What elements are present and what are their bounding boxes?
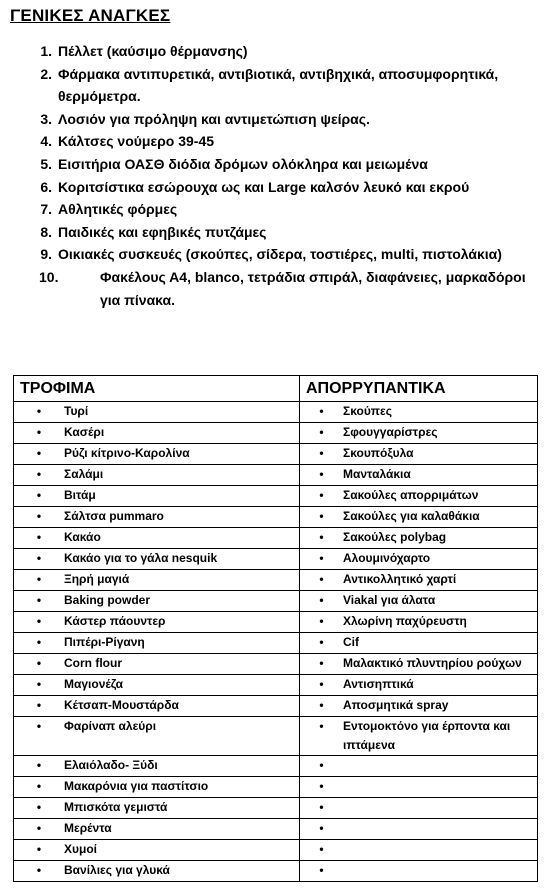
food-cell xyxy=(14,444,300,465)
detergent-item: Σακούλες polybag xyxy=(343,530,447,544)
bullet-icon: • xyxy=(36,758,42,772)
list-item xyxy=(30,198,540,221)
detergent-cell xyxy=(300,840,538,861)
food-item: Κάστερ πάουντερ xyxy=(64,614,166,628)
food-cell xyxy=(14,549,300,570)
list-item-number: 8. xyxy=(40,223,52,240)
food-cell xyxy=(14,819,300,840)
food-item: Χυμοί xyxy=(64,842,97,856)
list-item xyxy=(30,40,540,63)
detergent-cell xyxy=(300,570,538,591)
bullet-icon: • xyxy=(319,488,324,502)
table-row xyxy=(14,612,538,633)
food-cell xyxy=(14,861,300,882)
table-row xyxy=(14,756,538,777)
bullet-icon: • xyxy=(319,425,324,439)
bullet-icon: • xyxy=(319,821,324,835)
food-item: Ρύζι κίτρινο-Καρολίνα xyxy=(64,446,190,460)
food-cell xyxy=(14,777,300,798)
detergent-cell xyxy=(300,423,538,444)
list-item-text: Φακέλους Α4, blanco, τετράδια σπιράλ, διαφάνειες, μαρκαδόροι για πίνακα. xyxy=(100,268,526,308)
list-item-text: Φάρμακα αντιπυρετικά, αντιβιοτικά, αντιβηχικά, αποσυμφορητικά, θερμόμετρα. xyxy=(58,65,499,105)
bullet-icon: • xyxy=(36,488,42,502)
detergent-item: Μαλακτικό πλυντηρίου ρούχων xyxy=(343,656,522,670)
detergent-item: Αντισηπτικά xyxy=(343,677,414,691)
bullet-icon: • xyxy=(36,446,42,460)
table-row xyxy=(14,861,538,882)
table-row xyxy=(14,696,538,717)
bullet-icon: • xyxy=(319,698,324,712)
food-item: Μερέντα xyxy=(64,821,112,835)
bullet-icon: • xyxy=(36,614,42,628)
food-item: Κέτσαπ-Μουστάρδα xyxy=(64,698,179,712)
detergent-cell xyxy=(300,861,538,882)
detergent-item: Σκούπες xyxy=(343,404,392,418)
detergent-cell xyxy=(300,402,538,423)
table-row xyxy=(14,528,538,549)
detergent-item: Σφουγγαρίστρες xyxy=(343,425,438,439)
bullet-icon: • xyxy=(36,530,42,544)
table-header-row xyxy=(14,376,538,402)
food-item: Βανίλιες για γλυκά xyxy=(64,863,170,877)
list-item-text: Πέλλετ (καύσιμο θέρμανσης) xyxy=(58,43,248,59)
list-item-number: 6. xyxy=(40,178,52,195)
detergent-item xyxy=(343,777,537,796)
table-row xyxy=(14,465,538,486)
detergent-item xyxy=(343,840,537,859)
detergent-item: Αλουμινόχαρτο xyxy=(343,551,431,565)
food-cell xyxy=(14,528,300,549)
list-item-text: Οικιακές συσκευές (σκούπες, σίδερα, τοστιέρες, multi, πιστολάκια) xyxy=(58,246,502,263)
list-item-number: 5. xyxy=(40,155,52,172)
food-item: Φαρίναπ αλεύρι xyxy=(64,719,157,733)
detergent-cell xyxy=(300,528,538,549)
list-item-text: Κοριτσίστικα εσώρουχα ως και Large καλσόν λευκό και εκρού xyxy=(58,178,470,195)
list-item-number: 1. xyxy=(40,43,52,59)
detergent-cell xyxy=(300,633,538,654)
detergent-cell xyxy=(300,717,538,756)
bullet-icon: • xyxy=(36,698,42,712)
food-item: Μπισκότα γεμιστά xyxy=(64,800,168,814)
food-cell xyxy=(14,570,300,591)
bullet-icon: • xyxy=(319,842,324,856)
detergent-cell xyxy=(300,507,538,528)
bullet-icon: • xyxy=(36,551,42,565)
list-item-text: Εισιτήρια ΟΑΣΘ διόδια δρόμων ολόκληρα και μειωμένα xyxy=(58,155,428,172)
bullet-icon: • xyxy=(36,779,42,793)
detergent-item: Χλωρίνη παχύρευστη xyxy=(343,614,467,628)
detergent-cell xyxy=(300,486,538,507)
table-row xyxy=(14,717,538,756)
detergent-cell xyxy=(300,465,538,486)
food-item: Σαλάμι xyxy=(64,467,104,481)
food-cell xyxy=(14,507,300,528)
food-item: Κακάο για το γάλα nesquik xyxy=(64,551,218,565)
detergent-cell xyxy=(300,612,538,633)
list-item xyxy=(30,108,540,131)
detergent-item: Viakal για άλατα xyxy=(343,593,436,607)
table-row xyxy=(14,798,538,819)
header-food: ΤΡΟΦΙΜΑ xyxy=(14,376,300,402)
bullet-icon: • xyxy=(319,509,324,523)
table-row xyxy=(14,423,538,444)
bullet-icon: • xyxy=(36,572,42,586)
bullet-icon: • xyxy=(319,467,324,481)
food-cell xyxy=(14,696,300,717)
table-body xyxy=(14,402,538,882)
bullet-icon: • xyxy=(36,677,42,691)
list-item-number: 3. xyxy=(40,110,52,127)
food-cell xyxy=(14,612,300,633)
list-item xyxy=(30,221,540,244)
detergent-cell xyxy=(300,696,538,717)
bullet-icon: • xyxy=(36,821,42,835)
table-row xyxy=(14,654,538,675)
table-row xyxy=(14,549,538,570)
list-item-text: Παιδικές και εφηβικές πυτζάμες xyxy=(58,223,267,240)
needs-list xyxy=(30,40,540,311)
detergent-cell xyxy=(300,654,538,675)
detergent-item: Σκουπόξυλα xyxy=(343,446,414,460)
food-cell xyxy=(14,465,300,486)
food-cell xyxy=(14,402,300,423)
bullet-icon: • xyxy=(36,719,42,733)
food-cell xyxy=(14,756,300,777)
food-cell xyxy=(14,591,300,612)
list-item-number: 9. xyxy=(40,246,52,263)
table-row xyxy=(14,840,538,861)
food-cell xyxy=(14,717,300,756)
bullet-icon: • xyxy=(36,863,42,877)
food-item: Βιτάμ xyxy=(64,488,96,502)
bullet-icon: • xyxy=(319,800,324,814)
food-item: Σάλτσα pummaro xyxy=(64,509,164,523)
list-item-number: 4. xyxy=(40,133,52,150)
bullet-icon: • xyxy=(319,758,324,772)
bullet-icon: • xyxy=(319,551,324,565)
bullet-icon: • xyxy=(319,530,324,544)
food-item: Corn flour xyxy=(64,656,122,670)
detergent-item xyxy=(343,756,537,775)
detergent-cell xyxy=(300,819,538,840)
list-item-number: 10. xyxy=(39,268,59,285)
food-cell xyxy=(14,654,300,675)
list-item-number: 7. xyxy=(40,201,52,218)
bullet-icon: • xyxy=(36,593,42,607)
table-row xyxy=(14,486,538,507)
detergent-item: Εντομοκτόνο για έρποντα και ιπτάμενα xyxy=(343,719,511,752)
table-row xyxy=(14,675,538,696)
list-item-text: Λοσιόν για πρόληψη και αντιμετώπιση ψείρας. xyxy=(58,110,370,127)
bullet-icon: • xyxy=(319,656,324,670)
list-item-text: Αθλητικές φόρμες xyxy=(58,201,178,218)
food-item: Ξηρή μαγιά xyxy=(64,572,130,586)
food-item: Κασέρι xyxy=(64,425,105,439)
bullet-icon: • xyxy=(36,842,42,856)
detergent-cell xyxy=(300,591,538,612)
table-row xyxy=(14,570,538,591)
bullet-icon: • xyxy=(319,719,324,733)
list-item-text: Κάλτσες νούμερο 39-45 xyxy=(58,133,215,150)
table-row xyxy=(14,444,538,465)
food-item: Κακάο xyxy=(64,530,101,544)
food-cell xyxy=(14,423,300,444)
detergent-item xyxy=(343,798,537,817)
detergent-cell xyxy=(300,798,538,819)
document-heading: ΓΕΝΙΚΕΣ ΑΝΑΓΚΕΣ xyxy=(10,6,171,25)
bullet-icon: • xyxy=(319,593,324,607)
table-row xyxy=(14,633,538,654)
detergent-item: Αποσμητικά spray xyxy=(343,698,449,712)
bullet-icon: • xyxy=(319,404,324,418)
detergent-cell xyxy=(300,549,538,570)
food-cell xyxy=(14,840,300,861)
detergent-item xyxy=(343,819,537,838)
detergent-item xyxy=(343,861,537,880)
bullet-icon: • xyxy=(319,635,324,649)
detergent-item: Σακούλες για καλαθάκια xyxy=(343,509,480,523)
table-row xyxy=(14,591,538,612)
detergent-cell xyxy=(300,444,538,465)
detergent-cell xyxy=(300,756,538,777)
food-item: Baking powder xyxy=(64,593,151,607)
detergent-item: Σακούλες απορριμάτων xyxy=(343,488,479,502)
list-item xyxy=(30,243,540,266)
list-item xyxy=(30,153,540,176)
list-item xyxy=(30,130,540,153)
bullet-icon: • xyxy=(319,863,324,877)
table-row xyxy=(14,819,538,840)
header-detergents: ΑΠΟΡΡΥΠΑΝΤΙΚΑ xyxy=(300,376,538,402)
detergent-item: Μανταλάκια xyxy=(343,467,411,481)
bullet-icon: • xyxy=(36,425,42,439)
bullet-icon: • xyxy=(36,800,42,814)
list-item xyxy=(30,63,540,108)
bullet-icon: • xyxy=(319,614,324,628)
detergent-item: Αντικολλητικό χαρτί xyxy=(343,572,457,586)
detergent-cell xyxy=(300,675,538,696)
food-item: Πιπέρι-Ρίγανη xyxy=(64,635,145,649)
food-cell xyxy=(14,798,300,819)
table-row xyxy=(14,507,538,528)
food-cell xyxy=(14,675,300,696)
list-item xyxy=(30,176,540,199)
food-item: Τυρί xyxy=(64,404,89,418)
table-row xyxy=(14,402,538,423)
list-item-number: 2. xyxy=(40,65,52,82)
bullet-icon: • xyxy=(36,404,42,418)
table-row xyxy=(14,777,538,798)
food-item: Μαγιονέζα xyxy=(64,677,124,691)
bullet-icon: • xyxy=(36,635,42,649)
detergent-item: Cif xyxy=(343,635,359,649)
bullet-icon: • xyxy=(319,677,324,691)
bullet-icon: • xyxy=(36,656,42,670)
bullet-icon: • xyxy=(36,509,42,523)
list-item xyxy=(30,266,540,311)
food-item: Ελαιόλαδο- Ξύδι xyxy=(64,758,158,772)
bullet-icon: • xyxy=(319,572,324,586)
bullet-icon: • xyxy=(319,446,324,460)
supplies-table xyxy=(13,375,538,882)
food-item: Μακαρόνια για παστίτσιο xyxy=(64,779,209,793)
detergent-cell xyxy=(300,777,538,798)
food-cell xyxy=(14,633,300,654)
bullet-icon: • xyxy=(319,779,324,793)
bullet-icon: • xyxy=(36,467,42,481)
food-cell xyxy=(14,486,300,507)
